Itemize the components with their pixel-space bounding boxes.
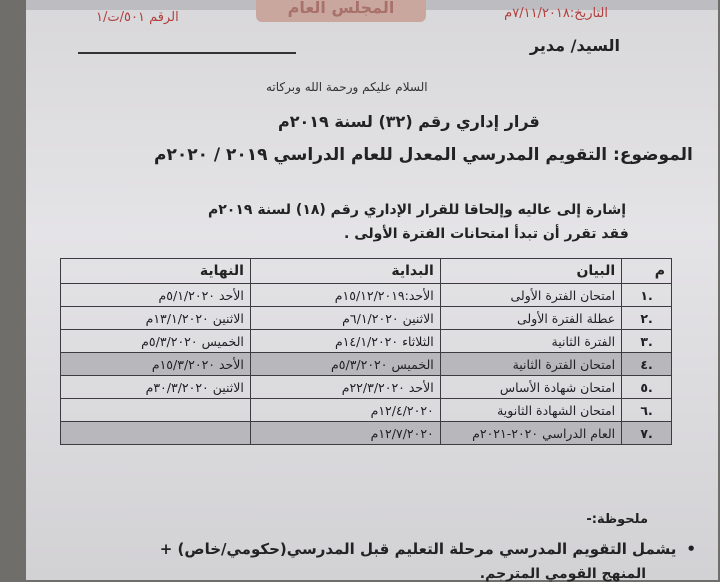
row-num: .٦ xyxy=(622,399,672,422)
header-num: م xyxy=(622,259,672,284)
intro-line-2: فقد تقرر أن تبدأ امتحانات الفترة الأولى . xyxy=(344,226,629,242)
row-item: امتحان الشهادة الثانوية xyxy=(440,399,621,422)
note-item xyxy=(160,540,696,558)
row-num: .٥ xyxy=(622,376,672,399)
table-row xyxy=(61,353,672,376)
header-stamp: المجلس العام xyxy=(256,0,426,22)
row-end xyxy=(61,422,251,445)
row-item: امتحان شهادة الأساس xyxy=(440,376,621,399)
table-row xyxy=(61,422,672,445)
row-num: .٧ xyxy=(622,422,672,445)
reference-number: الرقم ٥٠١/ت/١ xyxy=(96,10,179,25)
table-row xyxy=(61,330,672,353)
date-label: التاريخ:٧/١١/٢٠١٨م xyxy=(504,6,608,21)
row-start: الأحد:١٥/١٢/٢٠١٩م xyxy=(250,284,440,307)
greeting: السلام عليكم ورحمة الله وبركاته xyxy=(266,80,428,94)
table-row xyxy=(61,376,672,399)
subject-line: الموضوع: التقويم المدرسي المعدل للعام الدراسي ٢٠١٩ / ٢٠٢٠م xyxy=(154,145,693,165)
note-item-text: يشمل التقويم المدرسي مرحلة التعليم قبل المدرسي(حكومي/خاص) + xyxy=(159,540,677,558)
row-start: الاثنين ٦/١/٢٠٢٠م xyxy=(250,307,440,330)
bullet-icon: • xyxy=(686,540,696,558)
row-item: امتحان الفترة الأولى xyxy=(440,284,621,307)
row-end: الأحد ١٥/٣/٢٠٢٠م xyxy=(61,353,251,376)
schedule-table xyxy=(60,258,672,445)
document-page xyxy=(26,0,718,580)
row-item: عطلة الفترة الأولى xyxy=(440,307,621,330)
row-start: الخميس ٥/٣/٢٠٢٠م xyxy=(250,353,440,376)
table-header-row xyxy=(61,259,672,284)
row-start: ١٢/٤/٢٠٢٠م xyxy=(250,399,440,422)
row-item: العام الدراسي ٢٠٢٠-٢٠٢١م xyxy=(440,422,621,445)
row-item: امتحان الفترة الثانية xyxy=(440,353,621,376)
table-row xyxy=(61,307,672,330)
row-start: ١٢/٧/٢٠٢٠م xyxy=(250,422,440,445)
row-item: الفترة الثانية xyxy=(440,330,621,353)
row-num: .١ xyxy=(622,284,672,307)
table-row xyxy=(61,284,672,307)
addressee: السيد/ مدير xyxy=(529,36,620,55)
row-start: الثلاثاء ١٤/١/٢٠٢٠م xyxy=(250,330,440,353)
decree-title: قرار إداري رقم (٣٢) لسنة ٢٠١٩م xyxy=(278,112,540,131)
note-item-continuation: المنهج القومي المترجم. xyxy=(479,566,646,582)
row-end: الاثنين ١٣/١/٢٠٢٠م xyxy=(61,307,251,330)
intro-line-1: إشارة إلى عاليه وإلحاقا للقرار الإداري رقم (١٨) لسنة ٢٠١٩م xyxy=(208,202,627,218)
notes-title: ملحوظة:- xyxy=(586,512,648,527)
row-end xyxy=(61,399,251,422)
row-num: .٤ xyxy=(622,353,672,376)
table-row xyxy=(61,399,672,422)
header-end: النهاية xyxy=(61,259,251,284)
row-num: .٣ xyxy=(622,330,672,353)
header-start: البداية xyxy=(250,259,440,284)
row-num: .٢ xyxy=(622,307,672,330)
row-end: الأحد ٥/١/٢٠٢٠م xyxy=(61,284,251,307)
row-end: الاثنين ٣٠/٣/٢٠٢٠م xyxy=(61,376,251,399)
row-start: الأحد ٢٢/٣/٢٠٢٠م xyxy=(250,376,440,399)
header-item: البيان xyxy=(440,259,621,284)
row-end: الخميس ٥/٣/٢٠٢٠م xyxy=(61,330,251,353)
addressee-blank-line xyxy=(78,52,296,54)
